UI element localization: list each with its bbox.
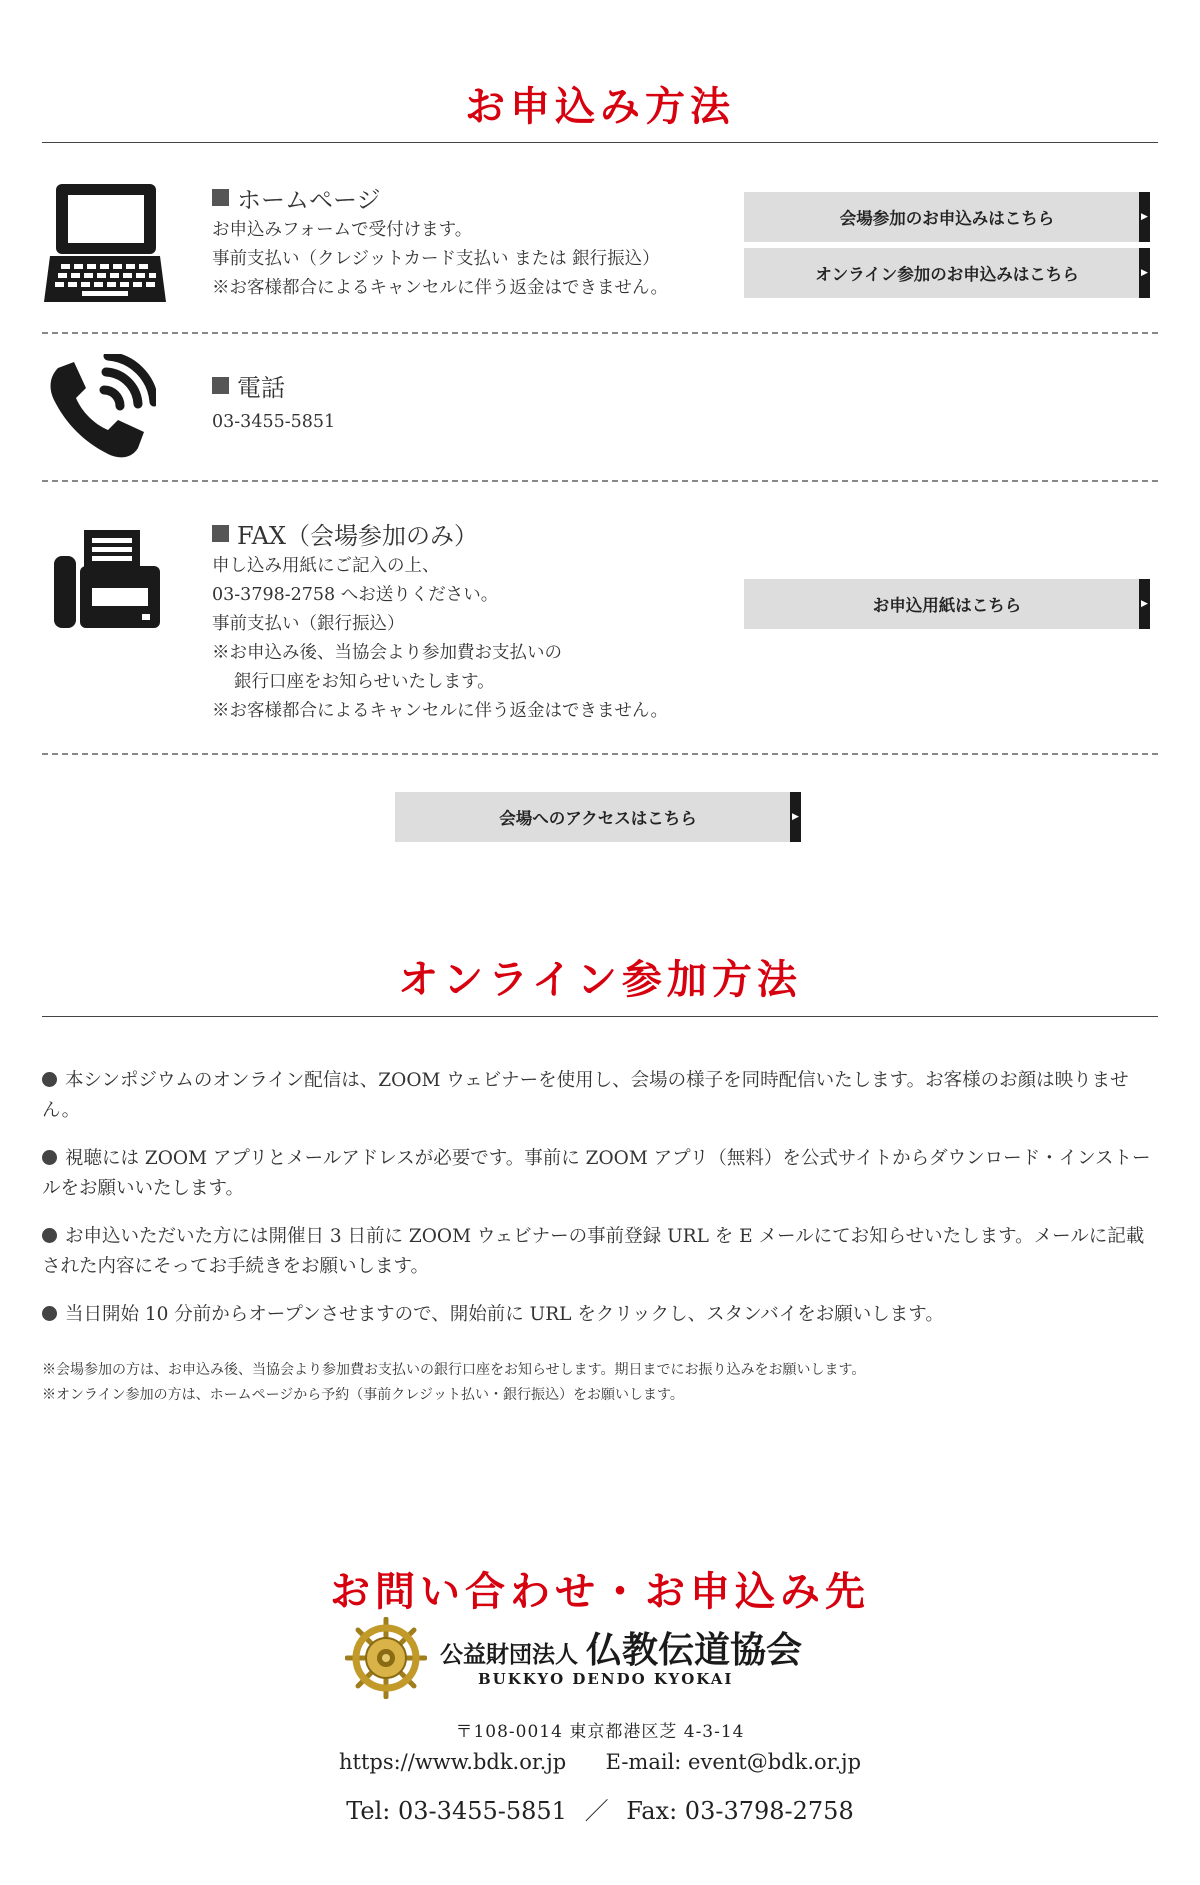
telephone-heading: 電話 bbox=[237, 374, 285, 402]
homepage-line: ※お客様都合によるキャンセルに伴う返金はできません。 bbox=[212, 278, 669, 298]
method-telephone bbox=[212, 368, 335, 437]
title-divider bbox=[42, 1016, 1158, 1017]
arrow-right-icon: ▶ bbox=[1139, 192, 1150, 242]
square-bullet-icon bbox=[212, 189, 229, 206]
fax-line: 03-3798-2758 へお送りください。 bbox=[212, 585, 499, 605]
section-divider bbox=[42, 332, 1158, 334]
fax-icon bbox=[50, 530, 162, 632]
fax-line: ※お客様都合によるキャンセルに伴う返金はできません。 bbox=[212, 701, 669, 721]
section-divider bbox=[42, 753, 1158, 755]
homepage-line: 事前支払い（クレジットカード支払い または 銀行振込） bbox=[212, 249, 660, 269]
note-line: ※会場参加の方は、お申込み後、当協会より参加費お支払いの銀行口座をお知らせします。期日までにお振り込みをお願いします。 bbox=[42, 1362, 866, 1378]
contact-fax: Fax: 03-3798-2758 bbox=[626, 1797, 854, 1825]
organization-name bbox=[440, 1622, 802, 1673]
phone-icon bbox=[44, 354, 156, 466]
bullet-icon bbox=[42, 1072, 57, 1087]
contact-web-email bbox=[0, 1750, 1200, 1774]
organization-title: 仏教伝道協会 bbox=[586, 1629, 803, 1671]
application-form-button[interactable] bbox=[744, 579, 1150, 629]
note-line: ※オンライン参加の方は、ホームページから予約（事前クレジット払い・銀行振込）をお願いします。 bbox=[42, 1387, 684, 1403]
bullet-icon bbox=[42, 1228, 57, 1243]
online-paragraph: 当日開始 10 分前からオープンさせますので、開始前に URL をクリックし、スタンバイをお願いします。 bbox=[42, 1300, 1158, 1330]
application-form-label: お申込用紙はこちら bbox=[872, 596, 1022, 615]
fax-heading: FAX（会場参加のみ） bbox=[237, 522, 478, 550]
online-paragraph: お申込いただいた方には開催日 3 日前に ZOOM ウェビナーの事前登録 URL を E メールにてお知らせいたします。メールに記載された内容にそってお手続きをお願いします。 bbox=[42, 1226, 1145, 1277]
square-bullet-icon bbox=[212, 377, 229, 394]
organization-prefix: 公益財団法人 bbox=[440, 1641, 578, 1668]
arrow-right-icon: ▶ bbox=[1139, 579, 1150, 629]
title-divider bbox=[42, 142, 1158, 143]
organization-roman: BUKKYO DENDO KYOKAI bbox=[478, 1670, 734, 1688]
laptop-icon bbox=[44, 184, 166, 304]
website-link[interactable]: https://www.bdk.or.jp bbox=[338, 1750, 567, 1774]
contact-section-title: お問い合わせ・お申込み先 bbox=[330, 1568, 870, 1615]
email-link[interactable]: E-mail: event@bdk.or.jp bbox=[605, 1750, 862, 1774]
venue-apply-button[interactable] bbox=[744, 192, 1150, 242]
telephone-number: 03-3455-5851 bbox=[212, 412, 336, 432]
fax-line: 銀行口座をお知らせいたします。 bbox=[234, 672, 495, 692]
online-apply-label: オンライン参加のお申込みはこちら bbox=[815, 265, 1079, 284]
online-apply-button[interactable] bbox=[744, 248, 1150, 298]
bullet-icon bbox=[42, 1150, 57, 1165]
venue-access-label: 会場へのアクセスはこちら bbox=[499, 809, 697, 828]
fax-line: 申し込み用紙にご記入の上、 bbox=[212, 556, 440, 576]
bullet-icon bbox=[42, 1306, 57, 1321]
venue-access-button[interactable] bbox=[395, 792, 801, 842]
dharma-wheel-logo bbox=[345, 1617, 427, 1699]
apply-section-title: お申込み方法 bbox=[465, 83, 735, 130]
homepage-line: お申込みフォームで受付けます。 bbox=[212, 220, 473, 240]
contact-address: 〒108-0014 東京都港区芝 4-3-14 bbox=[455, 1722, 745, 1742]
contact-phone-fax bbox=[0, 1791, 1200, 1826]
venue-apply-label: 会場参加のお申込みはこちら bbox=[839, 209, 1055, 228]
contact-tel: Tel: 03-3455-5851 bbox=[346, 1797, 567, 1825]
contact-separator: ／ bbox=[584, 1797, 609, 1825]
online-section-title: オンライン参加方法 bbox=[398, 956, 802, 1003]
homepage-heading: ホームページ bbox=[237, 186, 381, 214]
square-bullet-icon bbox=[212, 525, 229, 542]
method-fax bbox=[212, 516, 668, 726]
fax-line: 事前支払い（銀行振込） bbox=[212, 614, 405, 634]
fax-line: ※お申込み後、当協会より参加費お支払いの bbox=[212, 643, 562, 663]
section-divider bbox=[42, 480, 1158, 482]
arrow-right-icon: ▶ bbox=[1139, 248, 1150, 298]
online-paragraph: 本シンポジウムのオンライン配信は、ZOOM ウェビナーを使用し、会場の様子を同時配信いたします。お客様のお顔は映りません。 bbox=[42, 1070, 1129, 1121]
method-homepage bbox=[212, 180, 668, 303]
arrow-right-icon: ▶ bbox=[790, 792, 801, 842]
online-paragraph: 視聴には ZOOM アプリとメールアドレスが必要です。事前に ZOOM アプリ（無料）を公式サイトからダウンロード・インストールをお願いいたします。 bbox=[42, 1148, 1151, 1199]
